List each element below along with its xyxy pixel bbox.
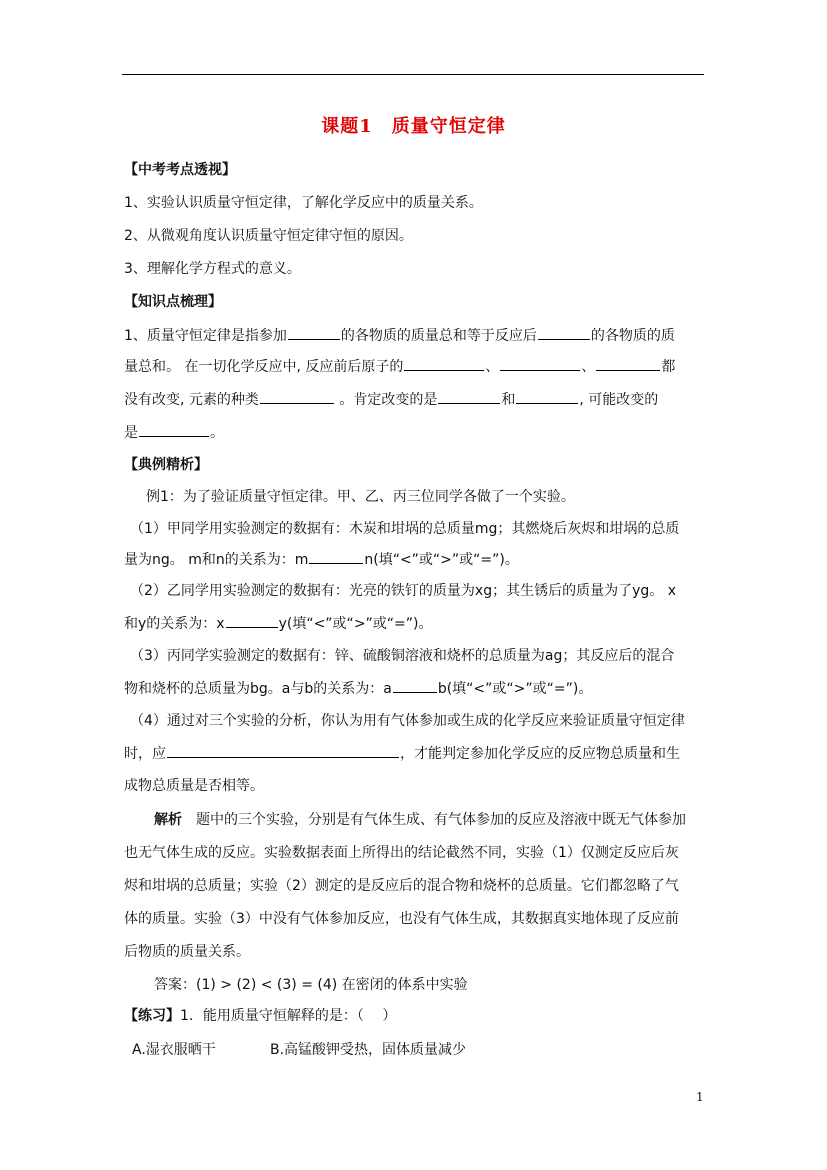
knowledge-line-1 (124, 325, 675, 346)
knowledge-text: 是 (124, 425, 138, 441)
knowledge-text: 、 (485, 359, 500, 375)
knowledge-text: 没有改变, 元素的种类 (124, 392, 259, 408)
section-exam-focus: 【中考考点透视】 (124, 162, 236, 178)
knowledge-line-2 (124, 356, 675, 377)
knowledge-text: 的各物质的质量总和等于反应后 (340, 328, 537, 344)
knowledge-text: 和 (501, 392, 516, 408)
knowledge-text: 。肯定改变的是 (334, 392, 438, 408)
question-4-line-2 (124, 743, 680, 764)
analysis-line-1 (154, 810, 686, 830)
question-4-line-1: （4）通过对三个实验的分析，你认为用有气体参加或生成的化学反应来验证质量守恒定律 (130, 713, 685, 729)
fill-blank[interactable] (288, 325, 340, 340)
fill-blank[interactable] (139, 422, 209, 437)
question-2-line-1: （2）乙同学用实验测定的数据有：光亮的铁钉的质量为xg；其生锈后的质量为了yg。 x (130, 583, 676, 599)
page-title: 课题1 质量守恒定律 (321, 116, 506, 137)
question-2-line-2 (124, 613, 433, 634)
knowledge-line-3 (124, 389, 658, 410)
question-3-line-2 (124, 678, 592, 699)
section-knowledge: 【知识点梳理】 (124, 294, 222, 310)
focus-item-3: 3、理解化学方程式的意义。 (124, 261, 301, 277)
fill-blank[interactable] (500, 356, 580, 371)
fill-blank[interactable] (516, 389, 578, 404)
fill-blank[interactable] (393, 678, 437, 693)
analysis-line-5: 后物质的质量关系。 (124, 944, 250, 960)
fill-blank[interactable] (404, 356, 484, 371)
question-1-line-2 (124, 549, 519, 570)
fill-blank[interactable] (309, 549, 363, 564)
question-text: 时，应 (124, 746, 166, 762)
analysis-text: 题中的三个实验，分别是有气体生成、有气体参加的反应及溶液中既无气体参加 (182, 812, 686, 828)
practice-question: 1．能用质量守恒解释的是：（ ） (180, 1008, 397, 1024)
question-text: 物和烧杯的总质量为bg。a与b的关系为：a (124, 681, 392, 697)
section-examples: 【典例精析】 (124, 457, 208, 473)
fill-blank[interactable] (167, 743, 399, 758)
question-text: 量为ng。 m和n的关系为：m (124, 552, 309, 568)
fill-blank[interactable] (260, 389, 334, 404)
fill-blank[interactable] (538, 325, 590, 340)
question-text: y(填“<”或“>”或“=”)。 (278, 616, 433, 632)
option-b: B.高锰酸钾受热，固体质量减少 (270, 1042, 467, 1058)
question-text: b(填“<”或“>”或“=”)。 (437, 681, 593, 697)
knowledge-text: 量总和。 在一切化学反应中, 反应前后原子的 (124, 359, 404, 375)
practice-line (124, 1006, 396, 1026)
answer-line: 答案：(1) > (2) < (3) = (4) 在密闭的体系中实验 (154, 977, 468, 993)
analysis-line-4: 体的质量。实验（3）中没有气体参加反应，也没有气体生成，其数据真实地体现了反应前 (124, 911, 679, 927)
analysis-line-3: 烬和坩埚的总质量；实验（2）测定的是反应后的混合物和烧杯的总质量。它们都忽略了气 (124, 878, 679, 894)
knowledge-text: , 可能改变的 (579, 392, 659, 408)
knowledge-text: 。 (210, 425, 224, 441)
practice-label: 【练习】 (124, 1008, 180, 1024)
question-1-line-1: （1）甲同学用实验测定的数据有：木炭和坩埚的总质量mg；其燃烧后灰烬和坩埚的总质 (130, 521, 680, 537)
question-3-line-1: （3）丙同学实验测定的数据有：锌、硫酸铜溶液和烧杯的总质量为ag；其反应后的混合 (130, 648, 675, 664)
knowledge-text: 、 (581, 359, 596, 375)
question-text: n(填“<”或“>”或“=”)。 (364, 552, 519, 568)
header-rule (122, 74, 704, 75)
fill-blank[interactable] (226, 613, 278, 628)
focus-item-1: 1、实验认识质量守恒定律，了解化学反应中的质量关系。 (124, 195, 483, 211)
knowledge-text: 的各物质的质 (590, 328, 675, 344)
fill-blank[interactable] (438, 389, 500, 404)
fill-blank[interactable] (596, 356, 660, 371)
focus-item-2: 2、从微观角度认识质量守恒定律守恒的原因。 (124, 228, 413, 244)
knowledge-text: 都 (661, 359, 676, 375)
analysis-line-2: 也无气体生成的反应。实验数据表面上所得出的结论截然不同，实验（1）仅测定反应后灰 (124, 845, 679, 861)
example-intro: 例1：为了验证质量守恒定律。甲、乙、丙三位同学各做了一个实验。 (146, 489, 575, 505)
question-text: 和y的关系为：x (124, 616, 225, 632)
knowledge-line-4 (124, 422, 224, 443)
knowledge-text: 1、质量守恒定律是指参加 (124, 328, 287, 344)
analysis-label: 解析 (154, 812, 182, 828)
option-a: A.湿衣服晒干 (132, 1042, 216, 1058)
question-4-line-3: 成物总质量是否相等。 (124, 778, 264, 794)
question-text: ，才能判定参加化学反应的反应物总质量和生 (400, 746, 680, 762)
page-number: 1 (696, 1090, 704, 1104)
